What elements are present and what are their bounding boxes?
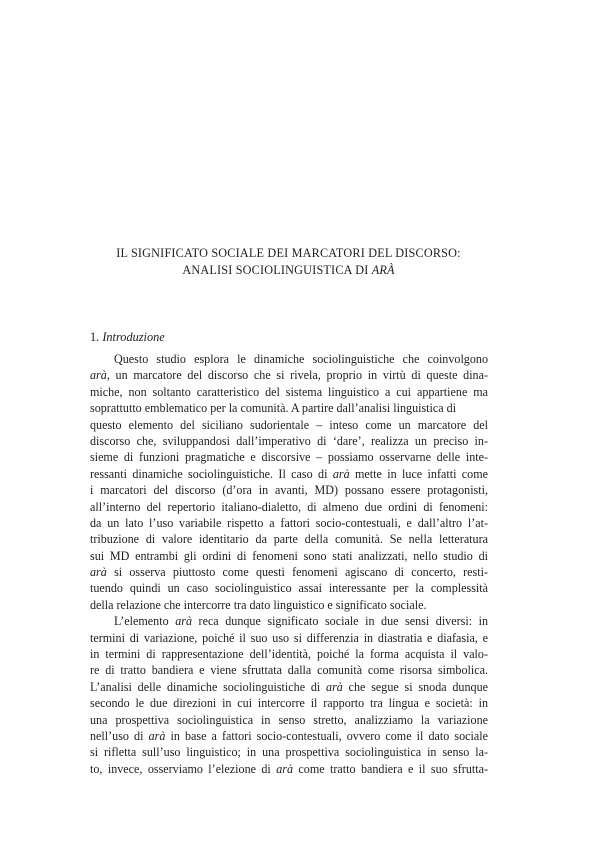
text-segment: all’interno del repertorio italiano-dialetto, di almeno due ordini di fenomeni: bbox=[90, 499, 488, 514]
text-segment: da un lato l’uso variabile rispetto a fattori socio-contestuali, e dall’altro l’at- bbox=[90, 515, 488, 530]
text-segment: questo elemento del siciliano sudorientale – inteso come un marcatore del bbox=[90, 417, 488, 432]
text-segment: nell’uso di bbox=[90, 728, 149, 743]
italic-term: arà bbox=[175, 614, 192, 629]
text-line bbox=[90, 712, 488, 728]
text-line bbox=[90, 515, 488, 531]
text-line bbox=[90, 531, 488, 547]
text-line bbox=[90, 646, 488, 662]
text-line bbox=[90, 400, 488, 416]
section-number: 1. bbox=[90, 330, 100, 344]
body-text bbox=[90, 351, 488, 777]
text-line bbox=[90, 728, 488, 744]
text-segment: termini di variazione, poiché il suo uso si differenzia in diastratia e diafasia, e bbox=[90, 630, 488, 645]
text-segment: sui MD entrambi gli ordini di fenomeni sono stati analizzati, nello studio di bbox=[90, 548, 488, 563]
text-line bbox=[90, 417, 488, 433]
section-title: Introduzione bbox=[102, 330, 165, 344]
text-line bbox=[90, 564, 488, 580]
text-line bbox=[90, 351, 488, 367]
text-segment: reca dunque significato sociale in due sensi diversi: in bbox=[192, 614, 488, 629]
text-line bbox=[90, 695, 488, 711]
text-line bbox=[90, 630, 488, 646]
text-segment: re di tratto bandiera e viene sfruttata dalla comunità come risorsa simbolica. bbox=[90, 663, 488, 678]
text-line bbox=[90, 482, 488, 498]
text-segment: si osserva piuttosto come questi fenomeni agiscano di concerto, resti- bbox=[106, 565, 488, 580]
text-segment: Questo studio esplora le dinamiche sociolinguistiche che coinvolgono bbox=[114, 352, 488, 366]
text-line bbox=[90, 662, 488, 678]
section-heading bbox=[90, 329, 165, 345]
text-segment: tuendo quindi un caso sociolinguistico assai interessante per la complessità bbox=[90, 581, 488, 596]
text-line bbox=[90, 679, 488, 695]
text-line bbox=[90, 466, 488, 482]
text-segment: discorso che, sviluppandosi dall’imperativo di ‘dare’, realizza un preciso in- bbox=[90, 433, 488, 448]
italic-term: arà bbox=[332, 466, 350, 481]
text-segment: in base a fattori socio-contestuali, ovvero come il dato sociale bbox=[165, 728, 488, 743]
text-segment: L’analisi delle dinamiche sociolinguistiche di bbox=[90, 679, 327, 694]
text-line bbox=[90, 449, 488, 465]
text-line bbox=[90, 384, 488, 400]
text-line bbox=[90, 761, 488, 777]
chapter-title-line-2-text: ANALISI SOCIOLINGUISTICA DI bbox=[182, 263, 372, 277]
text-segment: si rifletta sull’uso linguistico; in una prospettiva sociolinguistica in senso la- bbox=[90, 745, 488, 760]
chapter-title-italic-term: ARÀ bbox=[371, 263, 395, 277]
text-line bbox=[90, 613, 488, 629]
text-segment: ressanti dinamiche sociolinguistiche. Il caso di bbox=[90, 466, 333, 481]
text-segment: miche, non soltanto caratteristico del sistema linguistico a cui appartiene ma bbox=[90, 384, 488, 399]
text-segment: sieme di funzioni pragmatiche e discorsive – possiamo osservarne delle inte- bbox=[90, 450, 488, 465]
italic-term: arà bbox=[148, 728, 166, 743]
text-segment: in termini di rappresentazione dell’identità, poiché la forma acquista il valo- bbox=[90, 647, 488, 662]
italic-term: arà bbox=[326, 679, 343, 694]
text-segment: che segue si snoda dunque bbox=[342, 679, 488, 694]
text-line bbox=[90, 499, 488, 515]
text-segment: to, invece, osserviamo l’elezione di bbox=[90, 761, 277, 776]
text-segment: tribuzione di valore identitario da parte della comunità. Se nella letteratura bbox=[90, 532, 488, 547]
text-segment: della relazione che intercorre tra dato linguistico e significato sociale. bbox=[90, 597, 427, 612]
text-line bbox=[90, 597, 488, 613]
text-line bbox=[90, 367, 488, 383]
text-segment: mette in luce infatti come bbox=[349, 466, 488, 481]
text-segment: come tratto bandiera e il suo sfrutta- bbox=[293, 761, 488, 776]
italic-term: arà bbox=[90, 565, 107, 580]
text-segment: secondo le due direzioni in cui intercorre il rapporto tra lingua e società: in bbox=[90, 696, 488, 711]
text-segment: soprattutto emblematico per la comunità. A partire dall’analisi linguistica di bbox=[90, 401, 457, 416]
chapter-title-line-2 bbox=[90, 262, 487, 279]
italic-term: arà bbox=[90, 368, 107, 383]
chapter-title bbox=[90, 245, 487, 279]
text-segment: L’elemento bbox=[114, 614, 176, 629]
italic-term: arà bbox=[276, 761, 294, 776]
text-segment: i marcatori del discorso (d’ora in avanti, MD) possano essere protagonisti, bbox=[90, 483, 488, 498]
text-segment: una prospettiva sociolinguistica in senso stretto, analizziamo la variazione bbox=[90, 712, 488, 727]
text-line bbox=[90, 433, 488, 449]
chapter-title-line-1: IL SIGNIFICATO SOCIALE DEI MARCATORI DEL DISCORSO: bbox=[116, 246, 461, 260]
text-segment: , un marcatore del discorso che si rivela, proprio in virtù di queste dina- bbox=[106, 368, 488, 383]
text-line bbox=[90, 744, 488, 760]
text-line bbox=[90, 548, 488, 564]
text-line bbox=[90, 580, 488, 596]
